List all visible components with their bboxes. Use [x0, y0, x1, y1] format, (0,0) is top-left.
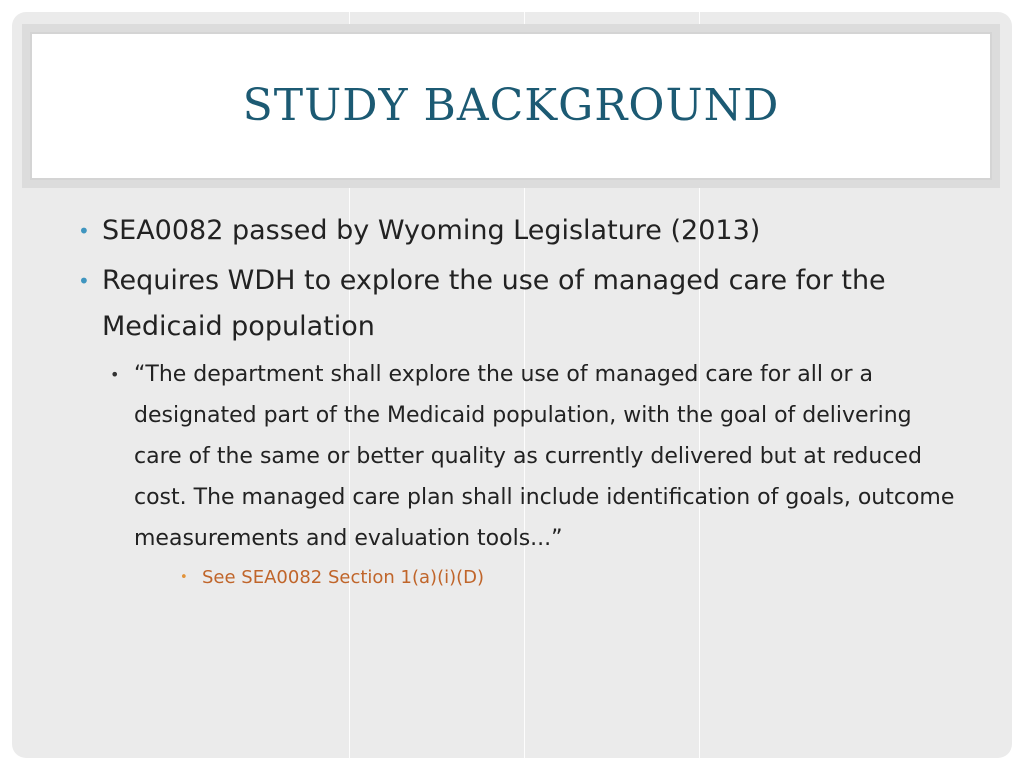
slide: [12, 12, 1012, 758]
slide-title: STUDY BACKGROUND: [242, 80, 780, 131]
title-box: [30, 32, 992, 180]
bullet-icon: •: [180, 570, 188, 585]
bullet-icon: •: [78, 269, 90, 293]
slide-content: [78, 208, 958, 593]
bullet-text: Requires WDH to explore the use of managed care for the Medicaid population: [102, 265, 886, 342]
bullet-item: [78, 258, 958, 350]
bullet-text: SEA0082 passed by Wyoming Legislature (2013): [102, 215, 761, 246]
bullet-item: [78, 208, 958, 254]
reference-text: See SEA0082 Section 1(a)(i)(D): [202, 567, 485, 588]
bullet-icon: •: [78, 219, 90, 243]
quote-item: [110, 354, 958, 559]
reference-item: [180, 563, 958, 593]
bullet-icon: •: [110, 365, 120, 384]
quote-text: “The department shall explore the use of managed care for all or a designated part of the Medicaid population, with the goal of delivering care of the same or better quality as currently delivered but at reduced cost. The managed care plan shall include identification of goals, outcome measurements and evaluation tools...”: [134, 362, 955, 551]
